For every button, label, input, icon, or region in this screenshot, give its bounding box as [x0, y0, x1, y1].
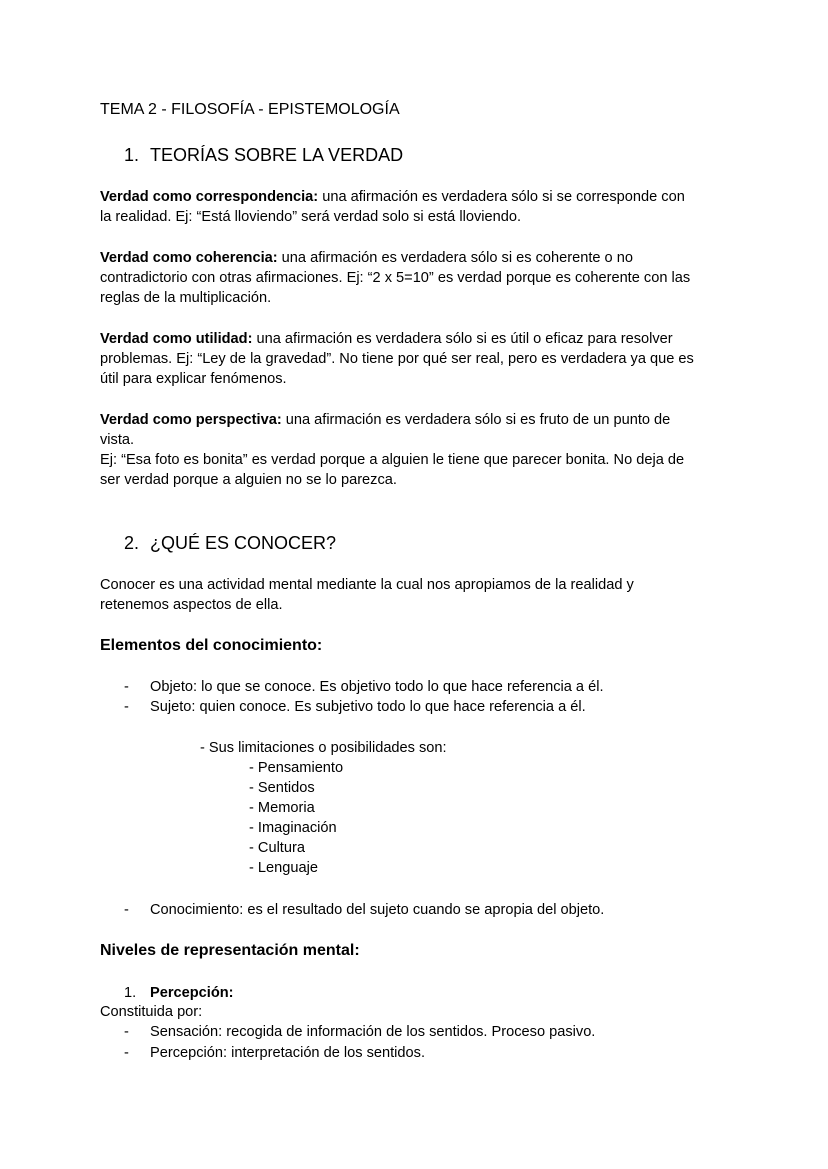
list-item: - Pensamiento: [249, 760, 344, 776]
utilidad-line-2: problemas. Ej: “Ley de la gravedad”. No tiene por qué ser real, pero es verdadera ya que es: [100, 351, 694, 367]
bullet-dash: -: [124, 699, 129, 715]
perspectiva-line-4: ser verdad porque a alguien no se lo parezca.: [100, 472, 397, 488]
perspectiva-line-3: Ej: “Esa foto es bonita” es verdad porque a alguien le tiene que parecer bonita. No deja de: [100, 452, 685, 468]
utilidad-text: una afirmación es verdadera sólo si es útil o eficaz para resolver: [252, 331, 673, 347]
conocer-line-1: Conocer es una actividad mental mediante la cual nos apropiamos de la realidad y: [100, 577, 634, 593]
section-2-heading: [124, 532, 336, 554]
list-item: - Lenguaje: [249, 860, 318, 876]
term-coherencia: Verdad como coherencia:: [100, 250, 278, 266]
term-correspondencia: Verdad como correspondencia:: [100, 189, 319, 205]
list-item-percepcion: Percepción: interpretación de los sentidos.: [150, 1045, 426, 1061]
niveles-item-1-label: Percepción:: [150, 985, 234, 1001]
list-item: - Sentidos: [249, 780, 315, 796]
bullet-dash: -: [124, 679, 129, 695]
conocer-line-2: retenemos aspectos de ella.: [100, 597, 283, 613]
elementos-heading: Elementos del conocimiento:: [100, 637, 323, 654]
term-perspectiva: Verdad como perspectiva:: [100, 412, 282, 428]
perspectiva-text: una afirmación es verdadera sólo si es fruto de un punto de: [281, 412, 671, 428]
list-item: - Cultura: [249, 840, 305, 856]
section-1-title: TEORÍAS SOBRE LA VERDAD: [150, 145, 404, 165]
coherencia-text: una afirmación es verdadera sólo si es coherente o no: [277, 250, 633, 266]
bullet-dash: -: [124, 1045, 129, 1061]
coherencia-line-3: reglas de la multiplicación.: [100, 290, 272, 306]
list-item: - Memoria: [249, 800, 315, 816]
bullet-dash: -: [124, 1024, 129, 1040]
correspondencia-line-2: la realidad. Ej: “Está lloviendo” será verdad solo si está lloviendo.: [100, 209, 522, 225]
list-item-sujeto: Sujeto: quien conoce. Es subjetivo todo lo que hace referencia a él.: [150, 699, 586, 715]
paragraph-correspondencia: [100, 187, 685, 207]
document-title: TEMA 2 - FILOSOFÍA - EPISTEMOLOGÍA: [100, 101, 400, 118]
paragraph-perspectiva: [100, 410, 670, 430]
paragraph-coherencia: [100, 248, 633, 268]
paragraph-utilidad: [100, 329, 673, 349]
list-item: - Imaginación: [249, 820, 337, 836]
niveles-heading: Niveles de representación mental:: [100, 942, 360, 959]
section-1-heading: [124, 144, 403, 166]
section-2-number: 2.: [124, 533, 140, 553]
list-item-conocimiento: Conocimiento: es el resultado del sujeto cuando se apropia del objeto.: [150, 902, 605, 918]
bullet-dash: -: [124, 902, 129, 918]
constituida-label: Constituida por:: [100, 1004, 203, 1020]
utilidad-line-3: útil para explicar fenómenos.: [100, 371, 287, 387]
term-utilidad: Verdad como utilidad:: [100, 331, 253, 347]
correspondencia-text: una afirmación es verdadera sólo si se corresponde con: [318, 189, 685, 205]
niveles-item-1-number: 1.: [124, 985, 137, 1001]
list-item-objeto: Objeto: lo que se conoce. Es objetivo todo lo que hace referencia a él.: [150, 679, 604, 695]
list-item-sensacion: Sensación: recogida de información de los sentidos. Proceso pasivo.: [150, 1024, 596, 1040]
coherencia-line-2: contradictorio con otras afirmaciones. Ej: “2 x 5=10” es verdad porque es coherente con las: [100, 270, 691, 286]
perspectiva-line-2: vista.: [100, 432, 135, 448]
niveles-item-1: [124, 983, 234, 1003]
section-2-title: ¿QUÉ ES CONOCER?: [150, 533, 337, 553]
section-1-number: 1.: [124, 145, 140, 165]
limitaciones-intro: - Sus limitaciones o posibilidades son:: [200, 740, 447, 756]
